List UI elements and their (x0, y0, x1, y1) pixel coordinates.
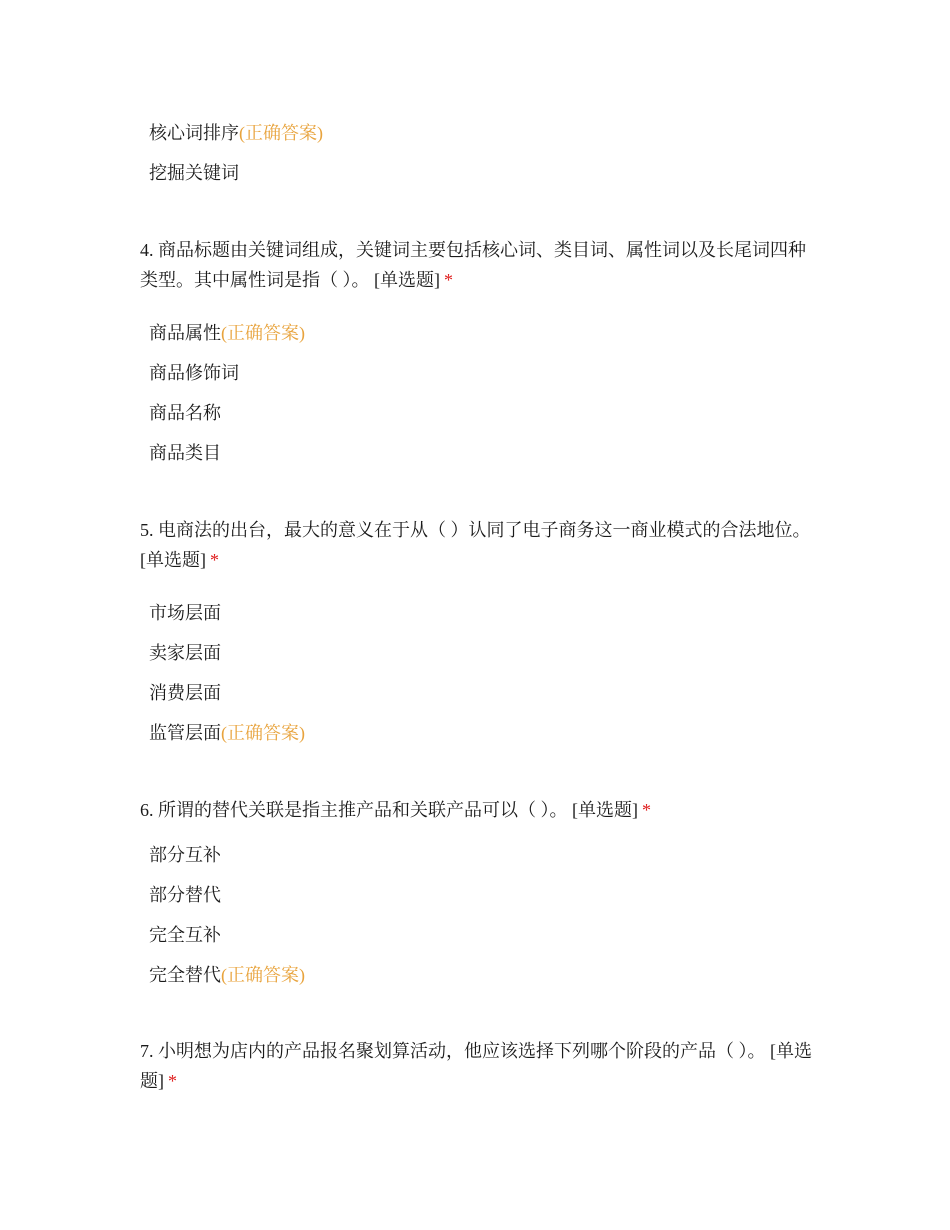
option-q4-4: 商品类目 (149, 443, 221, 463)
option-q3-2: 挖掘关键词 (149, 163, 239, 183)
option-q5-3: 消费层面 (149, 683, 221, 703)
question-4-title: 4. 商品标题由关键词组成，关键词主要包括核心词、类目词、属性词以及长尾词四种类型。其中属性词是指（ ）。 [单选题] * (140, 240, 806, 290)
option-q4-1: 商品属性(正确答案) (149, 323, 305, 343)
correct-answer-tag: (正确答案) (221, 965, 305, 985)
question-4-options (140, 318, 820, 478)
question-6-options (140, 840, 820, 1000)
question-7-title: 7. 小明想为店内的产品报名聚划算活动，他应该选择下列哪个阶段的产品（ ）。 [单选题] * (140, 1041, 812, 1091)
question-type-label: [单选题] (374, 270, 440, 290)
question-5-title: 5. 电商法的出台，最大的意义在于从（ ）认同了电子商务这一商业模式的合法地位。 [单选题] * (140, 520, 811, 570)
option-q5-1: 市场层面 (149, 603, 221, 623)
question-5-options (140, 598, 820, 758)
option-q5-2: 卖家层面 (149, 643, 221, 663)
option-q4-3: 商品名称 (149, 403, 221, 423)
question-type-label: [单选题] (572, 800, 638, 820)
question-6 (140, 795, 820, 825)
question-type-label: [单选题] (140, 1041, 812, 1091)
option-q3-1: 核心词排序(正确答案) (149, 123, 323, 143)
required-mark: * (168, 1071, 177, 1091)
required-mark: * (444, 270, 453, 290)
correct-answer-tag: (正确答案) (239, 123, 323, 143)
option-q6-1: 部分互补 (149, 845, 221, 865)
question-7 (140, 1036, 820, 1096)
question-3-options (140, 118, 820, 198)
option-q6-4: 完全替代(正确答案) (149, 965, 305, 985)
option-q5-4: 监管层面(正确答案) (149, 723, 305, 743)
option-q6-3: 完全互补 (149, 925, 221, 945)
question-type-label: [单选题] (140, 550, 206, 570)
correct-answer-tag: (正确答案) (221, 723, 305, 743)
question-4 (140, 235, 820, 295)
question-5 (140, 515, 820, 575)
option-q4-2: 商品修饰词 (149, 363, 239, 383)
required-mark: * (642, 800, 651, 820)
question-6-title: 6. 所谓的替代关联是指主推产品和关联产品可以（ ）。 [单选题] * (140, 800, 651, 820)
option-q6-2: 部分替代 (149, 885, 221, 905)
required-mark: * (210, 550, 219, 570)
correct-answer-tag: (正确答案) (221, 323, 305, 343)
